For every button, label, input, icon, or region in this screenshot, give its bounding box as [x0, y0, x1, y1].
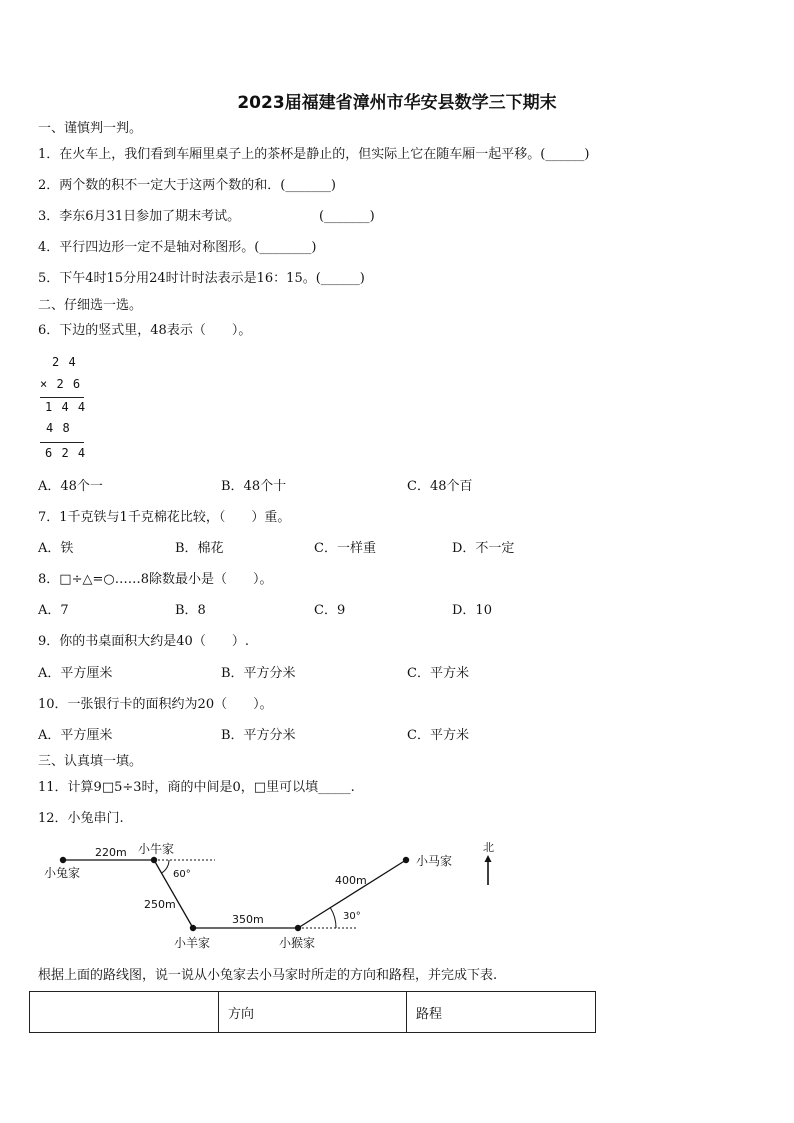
question-text: 下边的竖式里，48表示（ ）。 [59, 323, 252, 338]
question-11 [38, 780, 355, 796]
north-label: 北 [483, 841, 494, 854]
question-12 [38, 811, 124, 827]
question-number: 2． [38, 178, 60, 193]
angle-arc-60 [162, 860, 170, 873]
distance-label: 350m [232, 913, 264, 926]
point-sheep-home [190, 925, 196, 931]
question-5 [38, 271, 365, 287]
table-row [30, 992, 596, 1033]
table-header-cell [30, 992, 219, 1033]
question-number: 7． [38, 510, 60, 525]
question-text: 两个数的积不一定大于这两个数的和．(_______) [59, 178, 336, 193]
question-10 [38, 697, 273, 713]
distance-label: 250m [144, 898, 176, 911]
question-number: 12． [38, 811, 68, 826]
question-number: 6． [38, 323, 60, 338]
option-c: C．9 [314, 603, 346, 618]
question-text: 一张银行卡的面积约为20（ ）。 [67, 697, 273, 712]
option-b: B．棉花 [175, 541, 224, 556]
option-d: D．10 [452, 603, 492, 618]
question-text: 平行四边形一定不是轴对称图形。(________) [59, 240, 317, 255]
label-monkey-home: 小猴家 [279, 936, 316, 950]
question-number: 10． [38, 697, 68, 712]
label-sheep-home: 小羊家 [174, 936, 211, 950]
option-a: A．铁 [38, 541, 74, 556]
question-6 [38, 323, 251, 339]
question-number: 8． [38, 572, 60, 587]
label-rabbit-home: 小兔家 [44, 866, 81, 880]
point-monkey-home [295, 925, 301, 931]
distance-label: 220m [95, 846, 127, 859]
option-a: A．平方厘米 [38, 728, 113, 743]
label-cow-home: 小牛家 [138, 842, 175, 856]
option-a: A．平方厘米 [38, 666, 113, 681]
north-arrow-head-icon [485, 855, 492, 862]
question-number: 1． [38, 147, 60, 162]
angle-label: 30° [343, 911, 361, 922]
label-horse-home: 小马家 [416, 854, 453, 868]
question-12-instruction: 根据上面的路线图，说一说从小兔家去小马家时所走的方向和路程，并完成下表. [38, 968, 498, 983]
route-map [0, 830, 540, 960]
angle-label: 60° [173, 869, 191, 880]
option-b: B．8 [175, 603, 206, 618]
question-2 [38, 178, 336, 194]
answer-table [29, 991, 596, 1033]
option-c: C．平方米 [407, 666, 469, 681]
question-3 [38, 209, 240, 225]
question-text: 下午4时15分用24时计时法表示是16：15。(______) [59, 271, 365, 286]
option-b: B．平方分米 [221, 666, 296, 681]
section-heading-choose: 二、仔细选一选。 [38, 298, 143, 313]
option-d: D．不一定 [452, 541, 515, 556]
divider-line [40, 442, 84, 443]
table-header-distance: 路程 [407, 992, 596, 1033]
point-rabbit-home [60, 857, 66, 863]
option-c: C．48个百 [407, 479, 473, 494]
distance-label: 400m [335, 874, 367, 887]
question-text: □÷△=○……8除数最小是（ ）。 [59, 572, 273, 587]
partial-product-1: 1 4 4 [45, 400, 87, 414]
question-number: 4． [38, 240, 60, 255]
option-c: C．平方米 [407, 728, 469, 743]
angle-arc-30 [331, 908, 337, 928]
page-title: 2023届福建省漳州市华安县数学三下期末 [237, 93, 557, 113]
divider-line [40, 397, 84, 398]
question-number: 9． [38, 634, 60, 649]
question-text: 李东6月31日参加了期末考试。 [59, 209, 241, 224]
question-number: 3． [38, 209, 60, 224]
multiplier: × 2 6 [40, 377, 82, 391]
question-1 [38, 147, 589, 163]
product: 6 2 4 [45, 446, 87, 460]
question-4 [38, 240, 316, 256]
point-cow-home [151, 857, 157, 863]
option-a: A．48个一 [38, 479, 103, 494]
option-b: B．平方分米 [221, 728, 296, 743]
question-text: 计算9□5÷3时，商的中间是0，□里可以填_____. [67, 780, 355, 795]
question-9 [38, 634, 249, 650]
question-text: 你的书桌面积大约是40（ ）. [59, 634, 249, 649]
question-8 [38, 572, 272, 588]
question-text: 小兔串门. [67, 811, 124, 826]
question-number: 5． [38, 271, 60, 286]
partial-product-2: 4 8 [46, 421, 71, 435]
multiplicand: 2 4 [52, 355, 77, 369]
section-heading-fill: 三、认真填一填。 [38, 754, 143, 769]
answer-blank: (_______) [319, 209, 375, 224]
option-c: C．一样重 [314, 541, 376, 556]
question-text: 在火车上，我们看到车厢里桌子上的茶杯是静止的，但实际上它在随车厢一起平移。(______) [59, 147, 590, 162]
question-number: 11． [38, 780, 68, 795]
question-text: 1千克铁与1千克棉花比较，（ ）重。 [59, 510, 291, 525]
point-horse-home [403, 857, 409, 863]
section-heading-judge: 一、谨慎判一判。 [38, 121, 143, 136]
option-b: B．48个十 [221, 479, 287, 494]
option-a: A．7 [38, 603, 69, 618]
question-7 [38, 510, 290, 526]
table-header-direction: 方向 [219, 992, 407, 1033]
